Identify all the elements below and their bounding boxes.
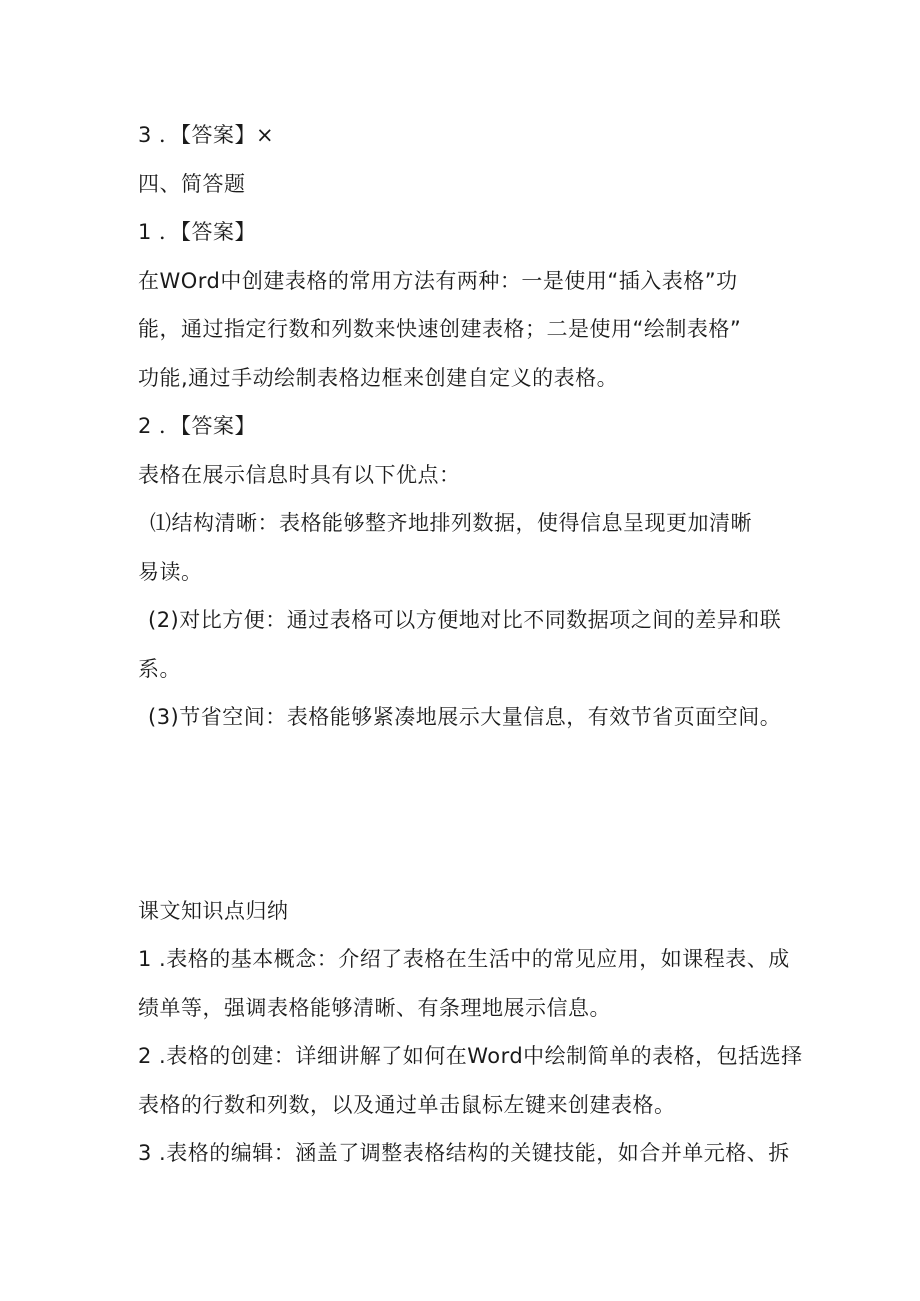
answer-item-3: 3 ．【答案】× (138, 123, 275, 147)
q2-point-1: ⑴结构清晰：表格能够整齐地排列数据，使得信息呈现更加清晰 (150, 511, 752, 535)
q1-answer-label: 1 ．【答案】 (138, 220, 257, 244)
q1-answer-line-2: 能，通过指定行数和列数来快速创建表格；二是使用“绘制表格” (138, 317, 742, 341)
q1-answer-line-1: 在WOrd中创建表格的常用方法有两种：一是使用“插入表格”功 (138, 269, 738, 293)
summary-line-5: 3 .表格的编辑：涵盖了调整表格结构的关键技能，如合并单元格、拆 (138, 1141, 790, 1165)
q2-point-2: (2)对比方便：通过表格可以方便地对比不同数据项之间的差异和联 (148, 608, 782, 632)
summary-line-2: 绩单等，强调表格能够清晰、有条理地展示信息。 (138, 996, 611, 1020)
section-heading-short-answer: 四、简答题 (138, 172, 246, 196)
q2-answer-intro: 表格在展示信息时具有以下优点： (138, 463, 461, 487)
q2-point-1-cont: 易读。 (138, 560, 203, 584)
summary-line-4: 表格的行数和列数，以及通过单击鼠标左键来创建表格。 (138, 1093, 676, 1117)
q2-point-2-cont: 系。 (138, 657, 181, 681)
q2-answer-label: 2 ．【答案】 (138, 414, 257, 438)
q1-answer-line-3: 功能,通过手动绘制表格边框来创建自定义的表格。 (138, 366, 619, 390)
summary-heading: 课文知识点归纳 (138, 899, 289, 923)
summary-line-3: 2 .表格的创建：详细讲解了如何在Word中绘制简单的表格，包括选择 (138, 1044, 803, 1068)
summary-line-1: 1 .表格的基本概念：介绍了表格在生活中的常见应用，如课程表、成 (138, 947, 790, 971)
q2-point-3: (3)节省空间：表格能够紧凑地展示大量信息，有效节省页面空间。 (148, 705, 782, 729)
